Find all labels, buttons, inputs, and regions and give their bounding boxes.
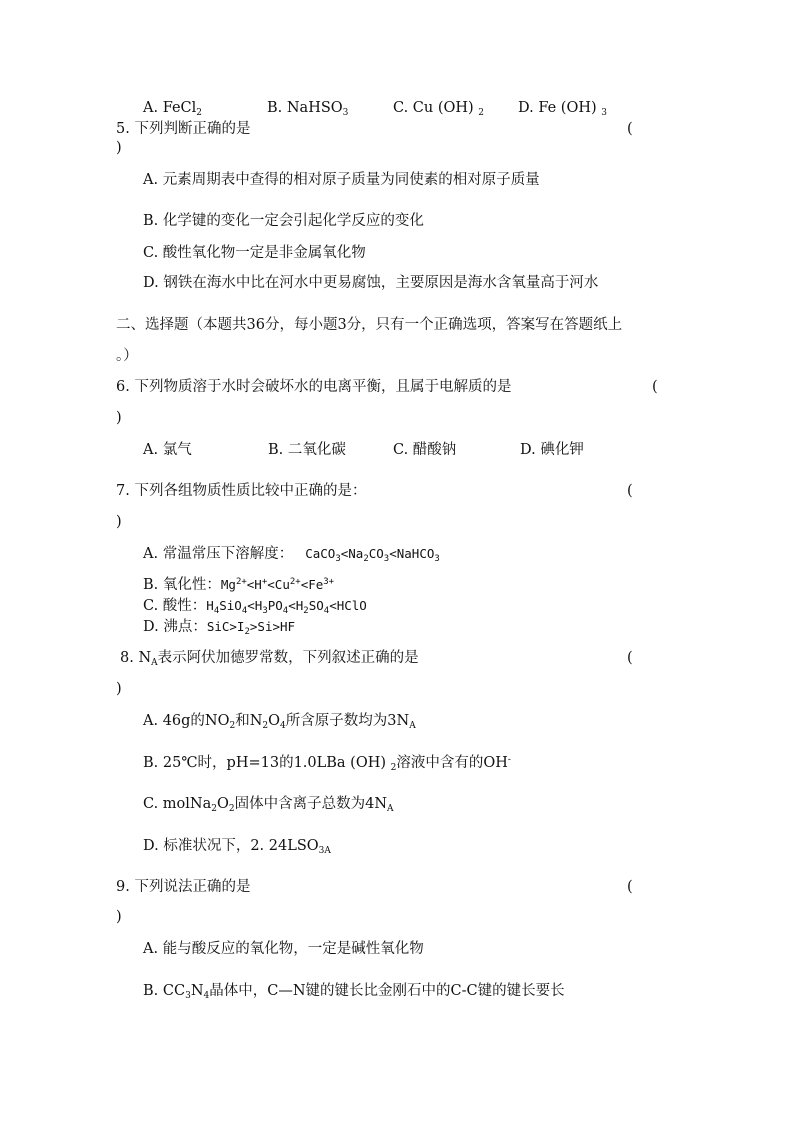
- q6-open-paren: (: [652, 379, 658, 395]
- q4-option-b: B. NaHSO$_3$: [267, 100, 349, 118]
- q5-stem: 5. 下列判断正确的是: [116, 121, 251, 137]
- section-2-heading-end: 。）: [116, 348, 138, 364]
- q5-open-paren: (: [627, 121, 633, 137]
- q6-option-a: A. 氯气: [143, 442, 192, 458]
- q8-close-paren: ): [116, 681, 122, 697]
- q4-option-a: A. FeCl$_2$: [143, 100, 203, 118]
- q9-stem: 9. 下列说法正确的是: [116, 879, 251, 895]
- q8-option-c: C. $molNa_2O_2$固体中含离子总数为$4N_A$: [143, 796, 394, 814]
- q5-option-d: D. 钢铁在海水中比在河水中更易腐蚀，主要原因是海水含氧量高于河水: [143, 275, 599, 291]
- q8-option-d: D. 标准状况下，2. $24LSO_{3A}$: [143, 838, 331, 856]
- q6-option-d: D. 碘化钾: [520, 442, 584, 458]
- q7-stem: 7. 下列各组物质性质比较中正确的是：: [116, 483, 367, 499]
- q9-option-a: A. 能与酸反应的氧化物，一定是碱性氧化物: [143, 941, 424, 957]
- q4-option-c: C. Cu (OH) $_2$: [393, 100, 485, 118]
- q9-option-b: B. $CC_3N_4$晶体中，C—N键的键长比金刚石中的C-C键的键长要长: [143, 983, 565, 1001]
- q7-option-c: C. 酸性：$H_4SiO_4<H_3PO_4<H_2SO_4<HClO$: [143, 598, 367, 616]
- section-2-heading: 二、选择题（本题共36分，每小题3分，只有一个正确选项，答案写在答题纸上: [116, 317, 623, 333]
- q7-close-paren: ): [116, 514, 122, 530]
- q8-open-paren: (: [627, 650, 633, 666]
- q7-option-b: B. 氧化性：$Mg^{2+}<H^+<Cu^{2+}<Fe^{3+}$: [143, 577, 335, 593]
- q5-option-c: C. 酸性氧化物一定是非金属氧化物: [143, 245, 366, 261]
- q9-close-paren: ): [116, 909, 122, 925]
- q5-option-b: B. 化学键的变化一定会引起化学反应的变化: [143, 213, 424, 229]
- q5-option-a: A. 元素周期表中查得的相对原子质量为同使素的相对原子质量: [143, 172, 540, 188]
- q7-option-a: A. 常温常压下溶解度： $CaCO_3<Na_2CO_3<NaHCO_3$: [143, 546, 440, 564]
- q6-stem: 6. 下列物质溶于水时会破坏水的电离平衡，且属于电解质的是: [116, 379, 512, 395]
- q8-option-a: A. 46g的$NO_2$和$N_2O_4$所含原子数均为$3N_A$: [143, 713, 416, 731]
- q6-option-c: C. 醋酸钠: [393, 442, 457, 458]
- q6-close-paren: ): [116, 410, 122, 426]
- q6-option-b: B. 二氧化碳: [268, 442, 346, 458]
- q5-close-paren: ): [116, 140, 122, 156]
- q7-open-paren: (: [627, 483, 633, 499]
- q7-option-d: D. 沸点：$SiC>I_2>Si>HF$: [143, 619, 296, 637]
- q9-open-paren: (: [627, 879, 633, 895]
- q4-option-d: D. Fe (OH) $_3$: [518, 100, 607, 118]
- q8-option-b: B. 25℃时，pH=13的1.0LBa (OH) $_2$溶液中含有的OH-: [143, 755, 511, 773]
- q8-stem: 8. $N_A$表示阿伏加德罗常数，下列叙述正确的是: [120, 650, 419, 668]
